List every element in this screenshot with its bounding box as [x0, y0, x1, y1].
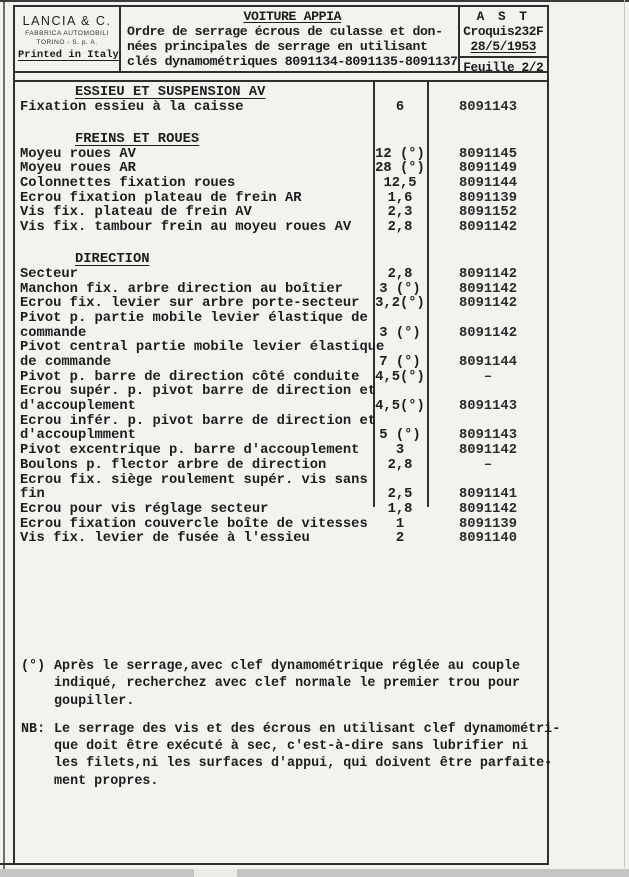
- row-torque-value: 12,5: [383, 175, 417, 191]
- footnote-text: que doit être exécuté à sec, c'est-à-dire sans lubrifier ni: [54, 739, 529, 755]
- row-ref-number: 8091143: [459, 99, 517, 115]
- row-description: Vis fix. plateau de frein AV: [20, 205, 252, 221]
- row-ref-number: –: [483, 457, 493, 473]
- scan-edge-left: [3, 2, 5, 877]
- row-description: Ecrou fix. levier sur arbre porte-secteur: [20, 296, 360, 312]
- scan-edge-bottom-strip: [0, 869, 629, 877]
- table-row: [13, 356, 549, 371]
- table-row: [13, 297, 549, 312]
- table-row: [13, 400, 549, 415]
- table-row: [13, 148, 549, 163]
- table-section-gap: [13, 115, 549, 133]
- row-torque-value: 3 (°): [379, 281, 421, 297]
- row-torque-value: 2,3: [387, 205, 413, 221]
- row-description: Pivot p. barre de direction côté conduite: [20, 369, 360, 385]
- brand-name: LANCIA & C.: [22, 14, 112, 28]
- row-torque-value: 2: [395, 531, 405, 547]
- row-torque-value: 1,8: [387, 501, 413, 517]
- footnote-marker: NB:: [21, 721, 46, 737]
- torque-table-body: [13, 86, 549, 547]
- row-ref-number: 8091142: [459, 325, 517, 341]
- row-ref-number: 8091139: [459, 516, 517, 532]
- table-section-heading: [13, 253, 549, 268]
- table-row: [13, 474, 549, 489]
- footnote-marker: [21, 738, 54, 755]
- footnote-marker: [21, 755, 54, 772]
- row-ref-number: 8091139: [459, 190, 517, 206]
- footnote-line: [21, 658, 561, 675]
- row-description: Ecrou fix. siège roulement supér. vis sans: [20, 472, 368, 488]
- row-description: de commande: [20, 355, 112, 370]
- table-row: [13, 101, 549, 116]
- footnote-marker: [21, 675, 54, 692]
- ref-org: A S T: [476, 9, 530, 24]
- row-ref-number: 8091142: [459, 296, 517, 312]
- ref-sheet: Feuille 2/2: [460, 56, 547, 75]
- row-torque-value: 6: [395, 99, 405, 115]
- row-description: Ecrou fixation couvercle boîte de vitesses: [20, 516, 368, 532]
- row-description: Vis fix. tambour frein au moyeu roues AV: [20, 220, 352, 235]
- section-title: FREINS ET ROUES: [75, 131, 200, 147]
- footnotes: [21, 658, 561, 790]
- row-ref-number: 8091145: [459, 146, 517, 162]
- row-torque-value: 2,5: [387, 487, 413, 503]
- row-description: Fixation essieu à la caisse: [20, 99, 244, 115]
- row-description: Pivot central partie mobile levier élastique: [20, 340, 385, 356]
- row-ref-number: 8091142: [459, 220, 517, 235]
- table-section-heading: [13, 86, 549, 101]
- row-torque-value: 12 (°): [375, 146, 425, 162]
- footnote-line: [21, 693, 561, 710]
- title-block: [119, 7, 460, 71]
- table-row: [13, 459, 549, 474]
- row-torque-value: 2,8: [387, 220, 413, 235]
- footnote-line: [21, 675, 561, 692]
- footnote-marker: [21, 693, 54, 710]
- footnote-line: [21, 755, 561, 772]
- row-torque-value: 2,8: [387, 457, 413, 473]
- row-description: d'accouplement: [20, 399, 136, 415]
- letterhead: [15, 7, 547, 73]
- row-description: Vis fix. levier de fusée à l'essieu: [20, 531, 310, 547]
- table-row: [13, 206, 549, 221]
- row-ref-number: 8091142: [459, 501, 517, 517]
- row-torque-value: 5 (°): [379, 428, 421, 444]
- row-torque-value: 2,8: [387, 266, 413, 282]
- footnote-line: [21, 738, 561, 755]
- reference-block: [460, 7, 547, 75]
- row-ref-number: 8091142: [459, 443, 517, 459]
- row-torque-value: 3,2(°): [375, 296, 425, 312]
- row-description: fin: [20, 487, 45, 503]
- row-ref-number: 8091143: [459, 428, 517, 444]
- table-row: [13, 312, 549, 327]
- row-ref-number: 8091140: [459, 531, 517, 547]
- footnote-marker: (°): [21, 659, 46, 674]
- footnote-text: Le serrage des vis et des écrous en utilisant clef dynamométri-: [54, 721, 561, 737]
- row-description: Secteur: [20, 266, 78, 282]
- row-torque-value: 1,6: [387, 190, 413, 206]
- table-row: [13, 268, 549, 283]
- footnote: [21, 721, 561, 790]
- title-line: clés dynamométriques 8091134-8091135-8091137: [127, 54, 458, 69]
- row-description: Moyeu roues AR: [20, 161, 136, 177]
- row-description: Colonnettes fixation roues: [20, 175, 236, 191]
- row-ref-number: 8091142: [459, 266, 517, 282]
- scan-edge-top: [0, 0, 629, 2]
- row-torque-value: 28 (°): [375, 161, 425, 177]
- row-torque-value: 3: [395, 443, 405, 459]
- row-description: Ecrou infér. p. pivot barre de direction et: [20, 413, 377, 429]
- row-torque-value: 1: [395, 516, 405, 532]
- table-section-heading: [13, 133, 549, 148]
- table-row: [13, 488, 549, 503]
- table-row: [13, 221, 549, 236]
- footnote-marker: [21, 773, 54, 790]
- table-row: [13, 444, 549, 459]
- title-line: nées principales de serrage en utilisant: [127, 39, 428, 54]
- row-description: Ecrou supér. p. pivot barre de direction et: [20, 384, 377, 400]
- footnote: [21, 658, 561, 710]
- row-ref-number: 8091142: [459, 281, 517, 297]
- row-description: Pivot excentrique p. barre d'accouplement: [20, 443, 360, 459]
- row-description: Ecrou pour vis réglage secteur: [20, 501, 269, 517]
- row-ref-number: 8091144: [459, 175, 517, 191]
- scan-edge-bottom-gap: [194, 869, 237, 877]
- brand-block: [15, 7, 119, 71]
- row-ref-number: 8091144: [459, 355, 517, 370]
- section-title: ESSIEU ET SUSPENSION AV: [75, 85, 266, 100]
- table-row: [13, 162, 549, 177]
- table-row: [13, 177, 549, 192]
- row-description: Boulons p. flector arbre de direction: [20, 457, 327, 473]
- row-torque-value: 7 (°): [379, 355, 421, 370]
- row-description: Pivot p. partie mobile levier élastique de: [20, 310, 368, 326]
- table-row: [13, 532, 549, 547]
- ref-date: 28/5/1953: [470, 39, 537, 54]
- scan-edge-right: [624, 0, 625, 868]
- brand-line3: TORINO - S. p. A.: [36, 39, 98, 46]
- footnote-text: ment propres.: [54, 773, 159, 789]
- table-row: [13, 341, 549, 356]
- row-description: commande: [20, 325, 87, 341]
- row-torque-value: 4,5(°): [375, 399, 425, 415]
- brand-line2: FABBRICA AUTOMOBILI: [25, 30, 109, 37]
- row-description: Ecrou fixation plateau de frein AR: [20, 190, 302, 206]
- document-title: VOITURE APPIA: [243, 9, 342, 24]
- table-top-rule: [13, 80, 549, 82]
- footnote-line: [21, 721, 561, 738]
- footnote-line: [21, 773, 561, 790]
- row-torque-value: 3 (°): [379, 325, 421, 341]
- ref-croquis: Croquis232F: [463, 24, 544, 39]
- footnote-text: Après le serrage,avec clef dynamométrique réglée au couple: [54, 659, 521, 674]
- table-section-gap: [13, 236, 549, 254]
- table-row: [13, 385, 549, 400]
- row-ref-number: 8091149: [459, 161, 517, 177]
- row-torque-value: 4,5(°): [375, 369, 425, 385]
- section-title: DIRECTION: [75, 252, 150, 268]
- row-ref-number: 8091143: [459, 399, 517, 415]
- row-ref-number: 8091152: [459, 205, 517, 221]
- footnote-text: les filets,ni les surfaces d'appui, qui doivent être parfaite-: [54, 756, 553, 772]
- table-row: [13, 429, 549, 444]
- row-description: Moyeu roues AV: [20, 146, 136, 162]
- row-description: Manchon fix. arbre direction au boîtier: [20, 281, 343, 297]
- footnote-text: indiqué, recherchez avec clef normale le premier trou pour: [54, 676, 521, 692]
- row-description: d'accouplmment: [20, 428, 136, 444]
- title-line: Ordre de serrage écrous de culasse et don-: [127, 24, 443, 39]
- brand-printed-in-italy: Printed in Italy: [18, 49, 119, 61]
- table-row: [13, 503, 549, 518]
- footnote-text: goupiller.: [54, 693, 135, 709]
- row-ref-number: –: [483, 369, 493, 385]
- row-ref-number: 8091141: [459, 487, 517, 503]
